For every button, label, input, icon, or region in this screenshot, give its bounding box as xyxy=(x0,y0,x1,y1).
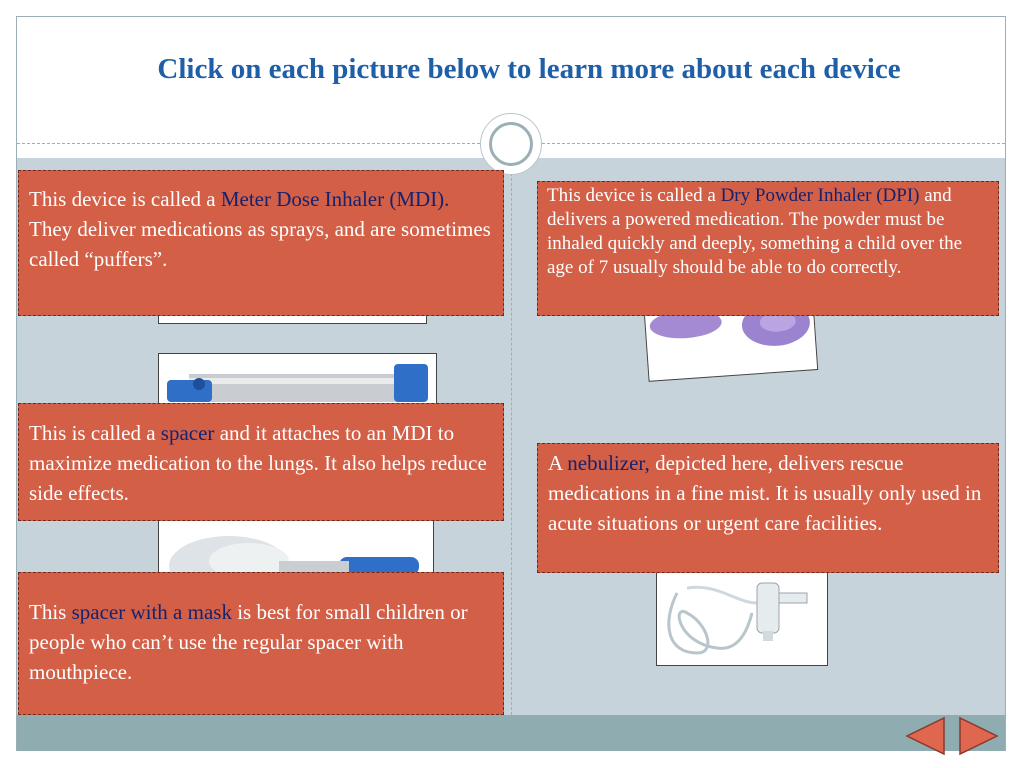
nebulizer-note xyxy=(537,443,999,573)
mask-spacer-note-text xyxy=(29,597,495,687)
nebulizer-note-before: A xyxy=(548,451,568,475)
mdi-note-text xyxy=(29,184,495,274)
dpi-note-before: This device is called a xyxy=(547,185,721,206)
nebulizer-link[interactable]: nebulizer, xyxy=(567,451,650,475)
spacer-note-before: This is called a xyxy=(29,421,161,445)
dpi-note-after: and delivers a powered medication. The powder must be inhaled quickly and deeply, something a child over the age of 7 usually should be able to do correctly. xyxy=(547,185,963,278)
spacer-note xyxy=(18,403,504,521)
mdi-note-before: This device is called a xyxy=(29,187,221,211)
mask-spacer-picture-graphic xyxy=(159,521,434,574)
nebulizer-note-after: depicted here, delivers rescue medications in a fine mist. It is usually only used in acute situations or urgent care facilities. xyxy=(548,451,982,535)
dpi-note xyxy=(537,181,999,316)
mask-spacer-picture[interactable] xyxy=(158,520,434,574)
mdi-note-after: They deliver medications as sprays, and are sometimes called “puffers”. xyxy=(29,217,491,271)
mask-note-before: This xyxy=(29,600,72,624)
mask-spacer-note xyxy=(18,572,504,715)
dpi-note-text xyxy=(547,184,990,280)
spacer-note-after: and it attaches to an MDI to maximize medication to the lungs. It also helps reduce side effects. xyxy=(29,421,487,505)
mask-spacer-link[interactable]: spacer with a mask xyxy=(71,600,232,624)
column-divider xyxy=(511,158,512,715)
circle-ornament-icon xyxy=(480,113,542,175)
spacer-picture-graphic xyxy=(159,354,437,405)
dpi-link[interactable]: Dry Powder Inhaler (DPI) xyxy=(720,185,920,206)
nebulizer-picture-graphic xyxy=(657,573,828,666)
triangle-left-icon xyxy=(904,716,948,756)
mdi-note xyxy=(18,170,504,316)
slide-title: Click on each picture below to learn more about each device xyxy=(157,53,901,85)
mdi-link[interactable]: Meter Dose Inhaler (MDI). xyxy=(220,187,450,211)
footer-bar xyxy=(17,715,1005,751)
spacer-note-text xyxy=(29,418,495,508)
triangle-right-icon xyxy=(956,716,1000,756)
nebulizer-picture[interactable] xyxy=(656,572,828,666)
nebulizer-note-text xyxy=(548,448,990,538)
prev-slide-button[interactable] xyxy=(904,716,948,756)
mask-note-after: is best for small children or people who can’t use the regular spacer with mouthpiece. xyxy=(29,600,468,684)
spacer-link[interactable]: spacer xyxy=(160,421,215,445)
next-slide-button[interactable] xyxy=(956,716,1000,756)
circle-ornament-ring xyxy=(489,122,533,166)
spacer-picture[interactable] xyxy=(158,353,437,405)
